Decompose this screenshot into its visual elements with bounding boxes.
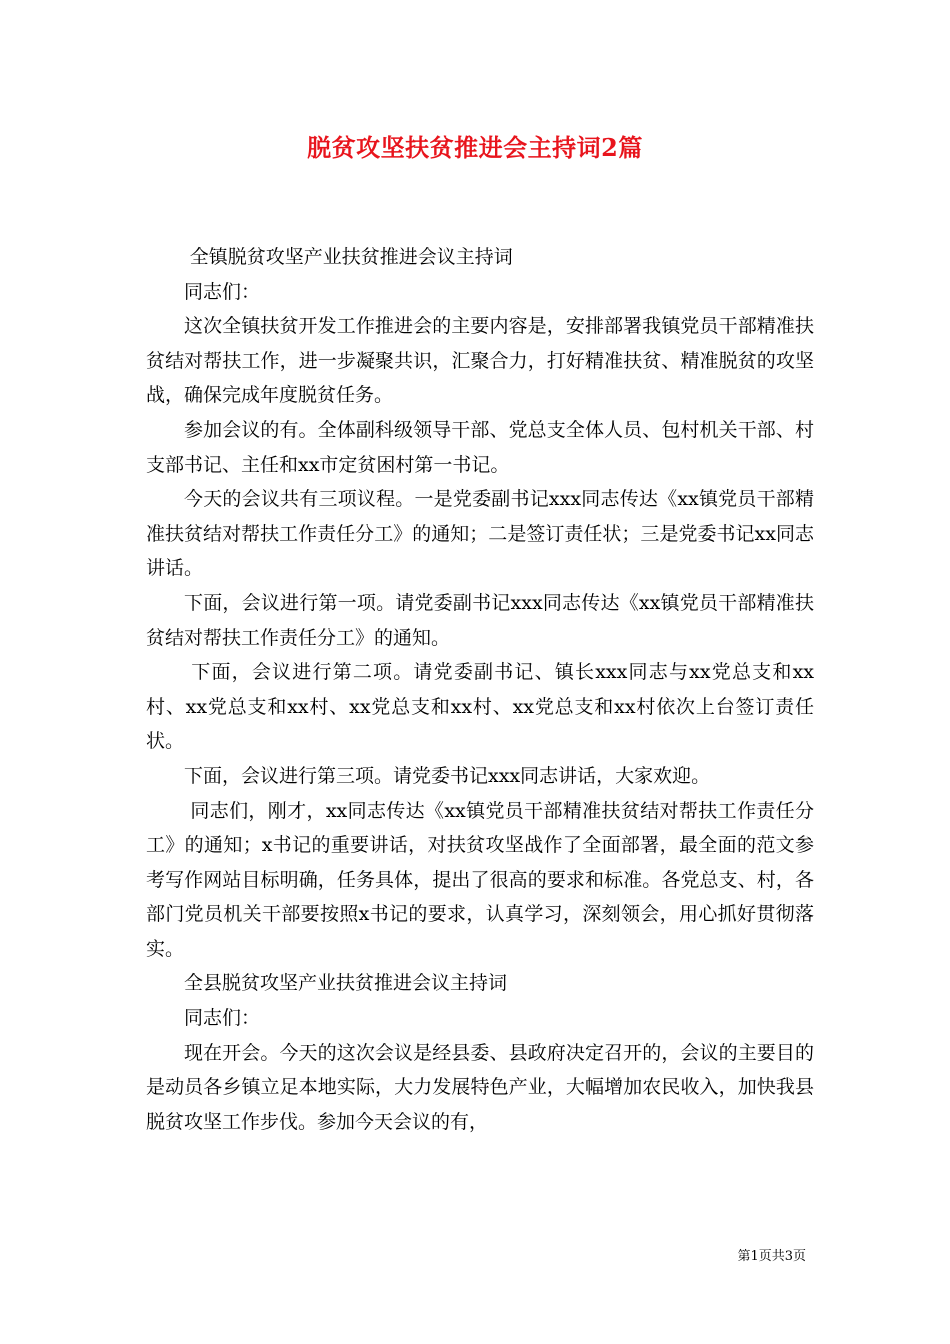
document-paragraph: 同志们： — [184, 1007, 261, 1030]
document-paragraph: 全县脱贫攻坚产业扶贫推进会议主持词 — [184, 972, 508, 995]
document-paragraph: 全镇脱贫攻坚产业扶贫推进会议主持词 — [189, 246, 513, 268]
document-paragraph: 同志们： — [184, 280, 261, 303]
document-paragraph: 同志们，刚才，xx同志传达《xx镇党员干部精准扶贫结对帮扶工作责任分工》的通知；x书记的重要讲话，对扶贫攻坚战作了全面部署，最全面的范文参考写作网站目标明确，任务具体，提出了很高的要求和标准。各党总支、村，各部门党员机关干部要按照x书记的要求，认真学习，深刻领会，用心抓好贯彻落实。 — [146, 799, 814, 960]
document-title: 脱贫攻坚扶贫推进会主持词2篇 — [307, 133, 643, 162]
document-paragraph: 下面，会议进行第二项。请党委副书记、镇长xxx同志与xx党总支和xx村、xx党总支和xx村、xx党总支和xx村、xx党总支和xx村依次上台签订责任状。 — [146, 661, 814, 753]
document-paragraph: 这次全镇扶贫开发工作推进会的主要内容是，安排部署我镇党员干部精准扶贫结对帮扶工作，进一步凝聚共识，汇聚合力，打好精准扶贫、精准脱贫的攻坚战，确保完成年度脱贫任务。 — [146, 315, 814, 407]
document-paragraph: 参加会议的有。全体副科级领导干部、党总支全体人员、包村机关干部、村支部书记、主任和xx市定贫困村第一书记。 — [146, 418, 814, 476]
document-paragraph: 下面，会议进行第三项。请党委书记xxx同志讲话，大家欢迎。 — [184, 764, 711, 787]
document-paragraph: 现在开会。今天的这次会议是经县委、县政府决定召开的，会议的主要目的是动员各乡镇立足本地实际，大力发展特色产业，大幅增加农民收入，加快我县脱贫攻坚工作步伐。参加今天会议的有， — [146, 1041, 814, 1133]
document-paragraph: 今天的会议共有三项议程。一是党委副书记xxx同志传达《xx镇党员干部精准扶贫结对帮扶工作责任分工》的通知；二是签订责任状；三是党委书记xx同志讲话。 — [146, 488, 814, 580]
page-number: 第1页共3页 — [737, 1249, 806, 1264]
document-body — [146, 240, 814, 1139]
document-paragraph: 下面，会议进行第一项。请党委副书记xxx同志传达《xx镇党员干部精准扶贫结对帮扶工作责任分工》的通知。 — [146, 591, 814, 649]
